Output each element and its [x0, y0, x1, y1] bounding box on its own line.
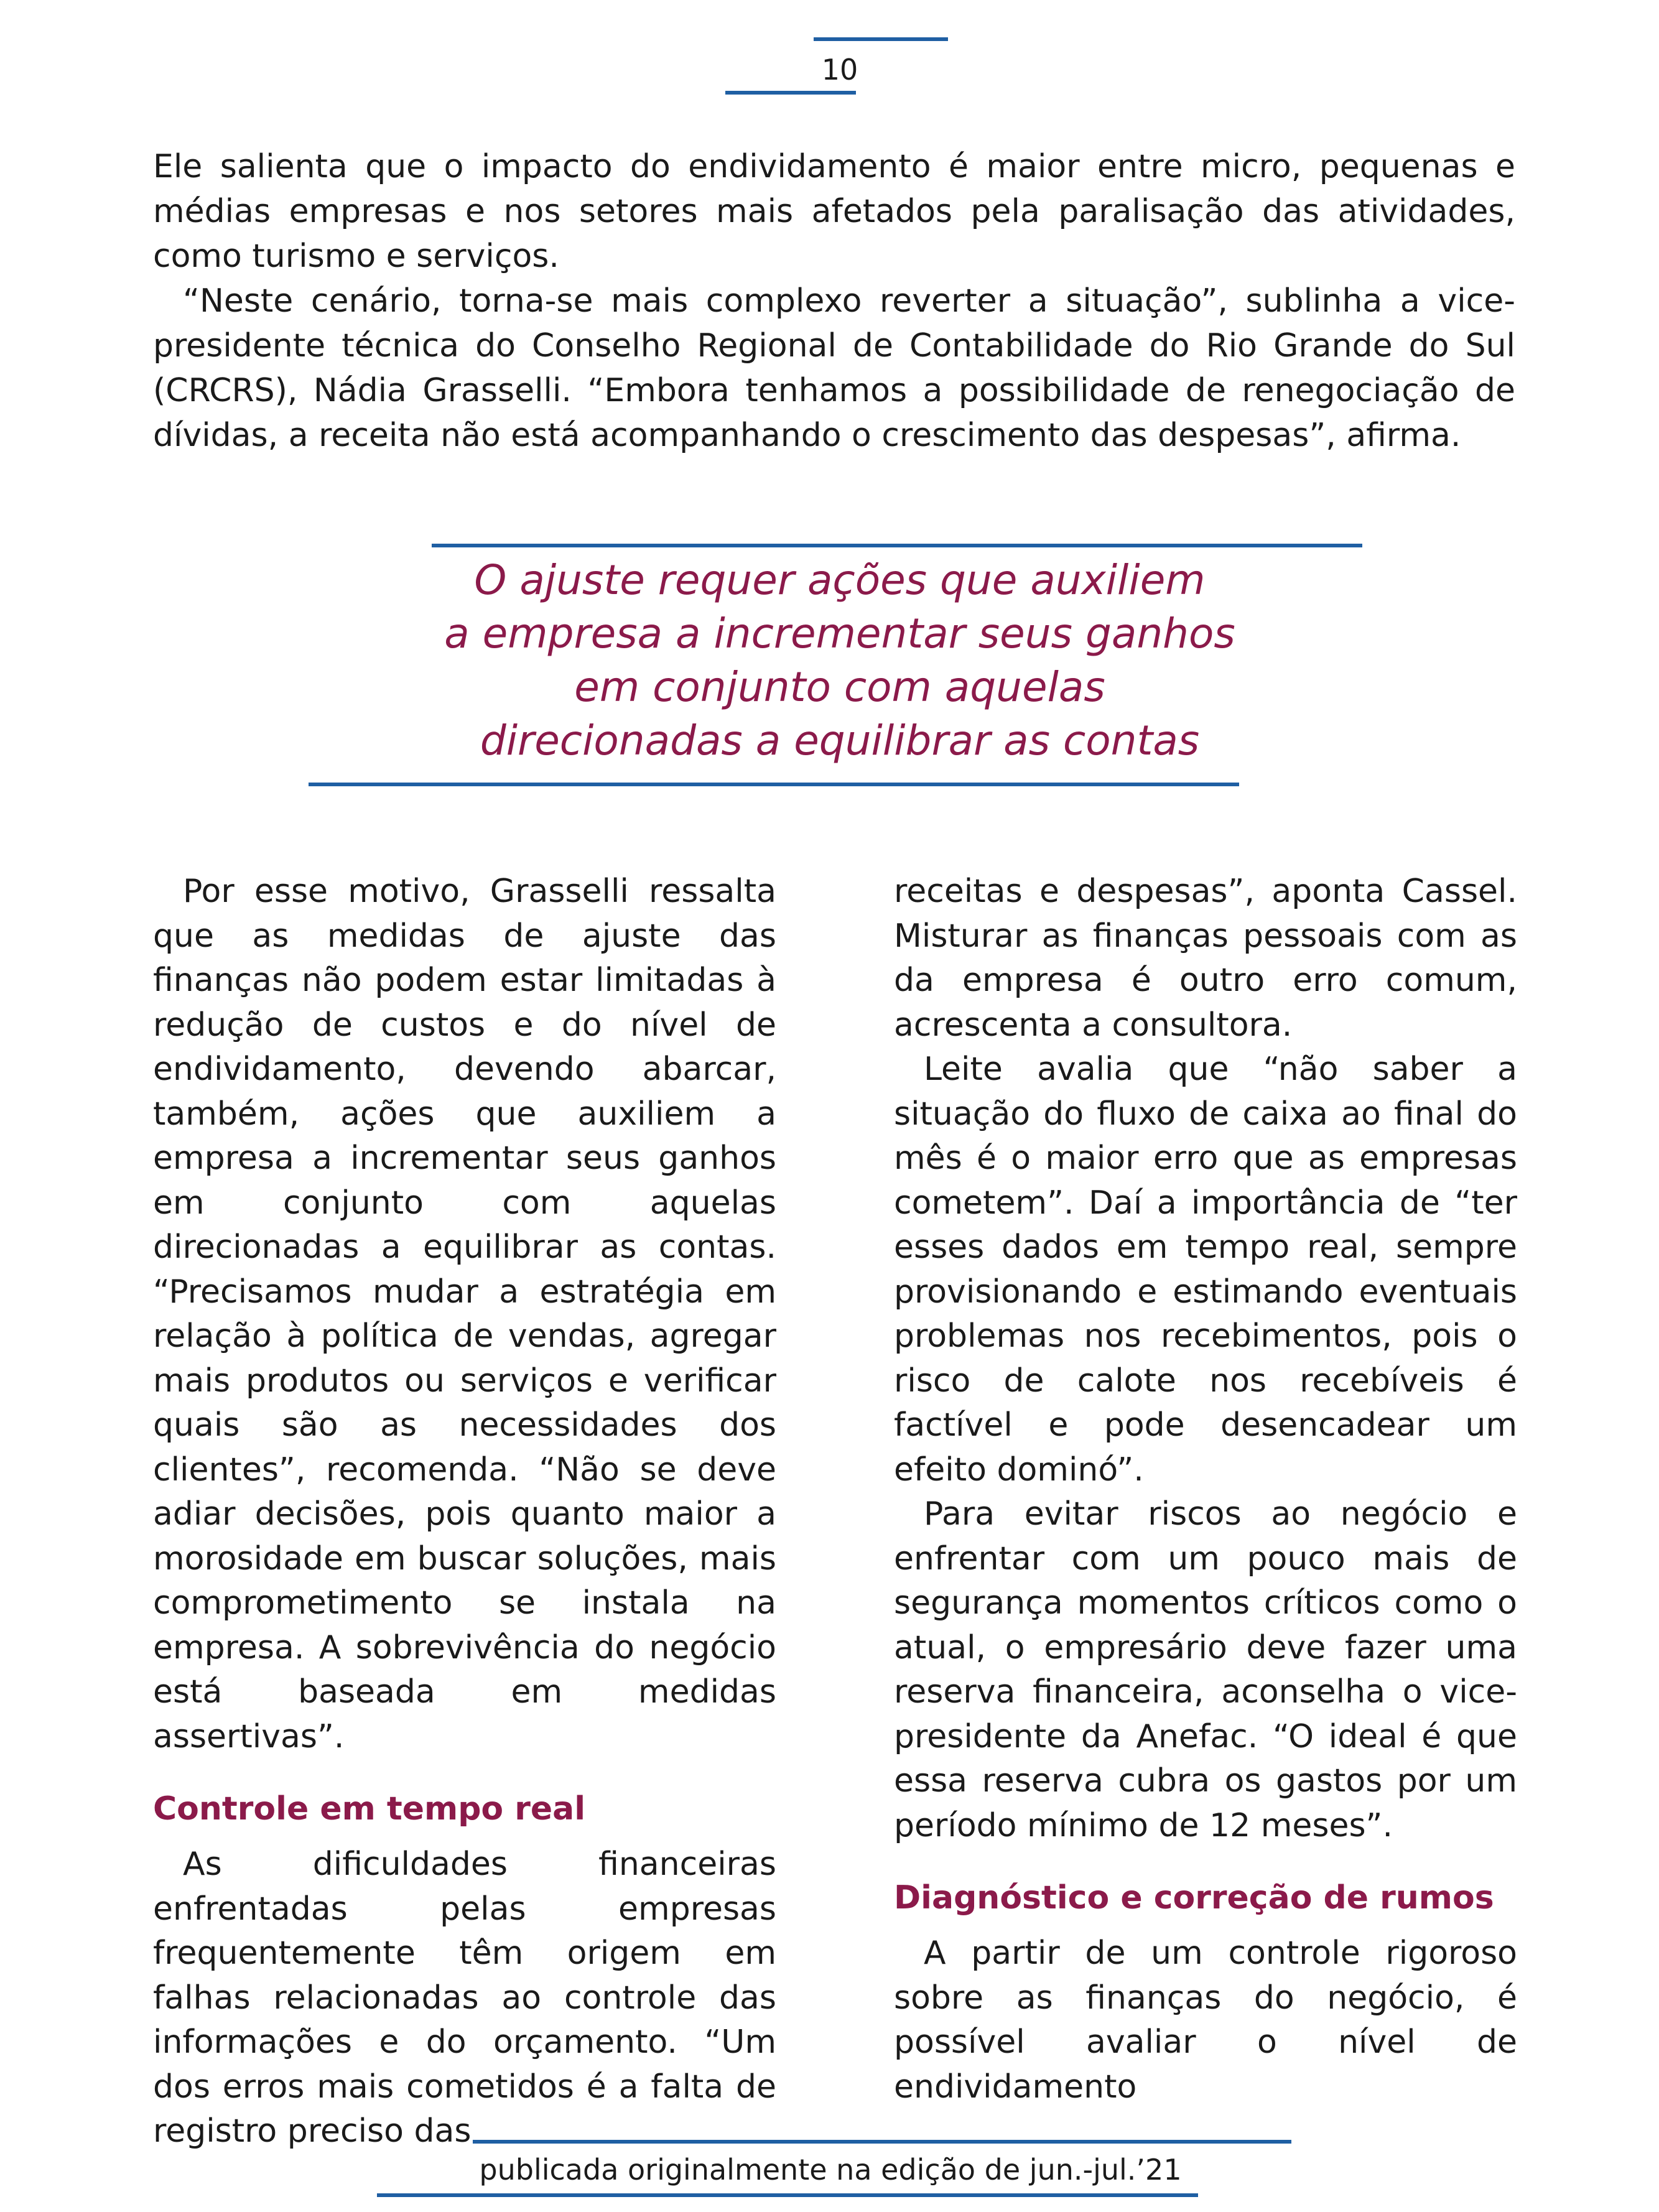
header-rule-top — [814, 37, 948, 41]
body-paragraph: Para evitar riscos ao negócio e enfrentar com um pouco mais de segurança momentos críticos como o atual, o empresário deve fazer uma reserva financeira, aconselha o vice-presidente da Anefac. “O ideal é que essa reserva cubra os gastos por um período mínimo de 12 meses”. — [894, 1495, 1517, 1844]
section-heading: Controle em tempo real — [153, 1790, 586, 1828]
pull-quote-line: em conjunto com aquelas — [574, 663, 1105, 711]
intro-paragraph: Ele salienta que o impacto do endividamento é maior entre micro, pequenas e médias empresas e nos setores mais afetados pela paralisação das atividades, como turismo e serviços. — [153, 148, 1515, 275]
footer-rule — [473, 2140, 1291, 2144]
footer-rule-bottom — [377, 2193, 1198, 2197]
footer-credit: publicada originalmente na edição de jun.-jul.’21 — [479, 2153, 1182, 2186]
body-paragraph: As dificuldades financeiras enfrentadas pelas empresas frequentemente têm origem em falhas relacionadas ao controle das informações e do orçamento. “Um dos erros mais cometidos é a falta de registro preciso das — [153, 1846, 776, 2150]
body-paragraph: Leite avalia que “não saber a situação do fluxo de caixa ao final do mês é o maior erro que as empresas cometem”. Daí a importância de “ter esses dados em tempo real, sempre provisionando e estimando eventuais problemas nos recebimentos, pois o risco de calote nos recebíveis é factível e pode desencadear um efeito dominó”. — [894, 1051, 1517, 1489]
header-rule-bottom — [725, 91, 856, 95]
pull-quote-line: O ajuste requer ações que auxiliem — [474, 556, 1206, 604]
left-column — [153, 870, 776, 2154]
body-paragraph: A partir de um controle rigoroso sobre as finanças do negócio, é possível avaliar o nível de endividamento — [894, 1935, 1517, 2106]
pullquote-rule-bottom — [309, 783, 1239, 786]
intro-text — [153, 144, 1515, 458]
body-paragraph: Por esse motivo, Grasselli ressalta que as medidas de ajuste das finanças não podem estar limitadas à redução de custos e do nível de endividamento, devendo abarcar, também, ações que auxiliem a empresa a incrementar seus ganhos em conjunto com aquelas direcionadas a equilibrar as contas. “Precisamos mudar a estratégia em relação à política de vendas, agregar mais produtos ou serviços e verificar quais são as necessidades dos clientes”, recomenda. “Não se deve adiar decisões, pois quanto maior a morosidade em buscar soluções, mais comprometimento se instala na empresa. A sobrevivência do negócio está baseada em medidas assertivas”. — [153, 873, 776, 1755]
body-paragraph: receitas e despesas”, aponta Cassel. Misturar as finanças pessoais com as da empresa é outro erro comum, acrescenta a consultora. — [894, 873, 1517, 1044]
page-number: 10 — [821, 53, 858, 86]
section-heading: Diagnóstico e correção de rumos — [894, 1879, 1494, 1917]
pull-quote — [336, 554, 1344, 768]
pullquote-rule-top — [432, 544, 1362, 547]
pull-quote-line: a empresa a incrementar seus ganhos — [444, 610, 1235, 658]
right-column — [894, 870, 1517, 2109]
intro-paragraph: “Neste cenário, torna-se mais complexo reverter a situação”, sublinha a vice-presidente técnica do Conselho Regional de Contabilidade do Rio Grande do Sul (CRCRS), Nádia Grasselli. “Embora tenhamos a possibilidade de renegociação de dívidas, a receita não está acompanhando o crescimento das despesas”, afirma. — [153, 282, 1515, 454]
pull-quote-line: direcionadas a equilibrar as contas — [480, 717, 1200, 764]
